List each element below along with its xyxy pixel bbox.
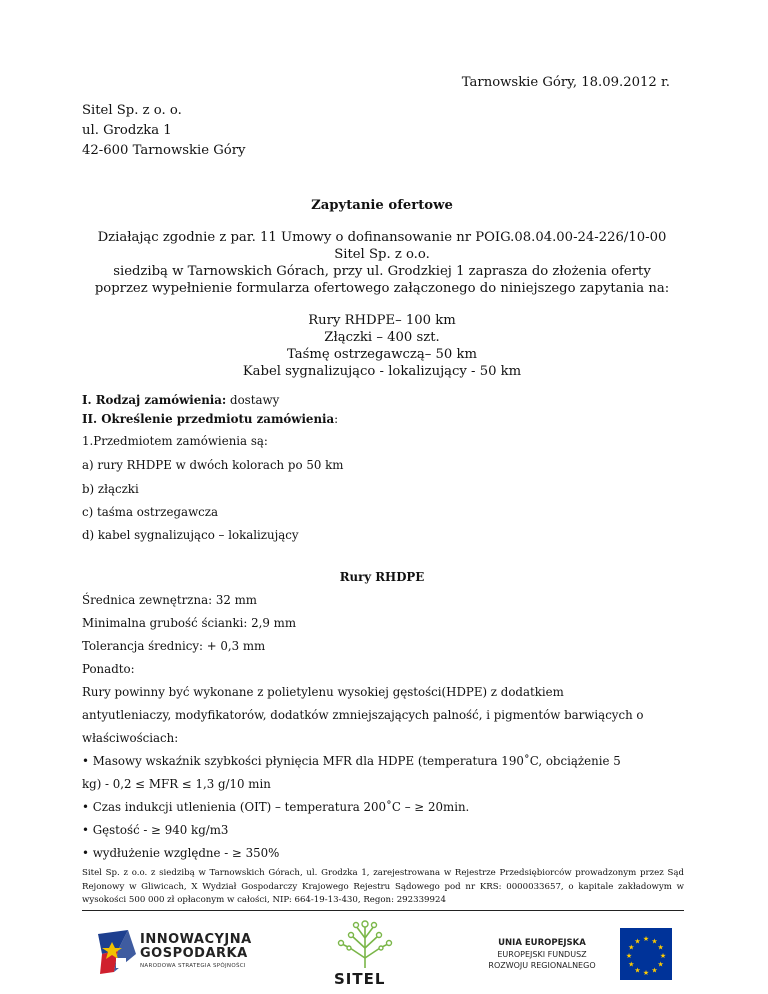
svg-text:★: ★ [642,935,650,943]
sender-street: ul. Grodzka 1 [82,123,172,138]
section-label: II. Określenie przedmiotu zamówienia [82,412,335,426]
spec-bullet: • Gęstość - ≥ 940 kg/m3 [82,823,229,837]
subject-line: a) rury RHDPE w dwóch kolorach po 50 km [82,458,344,472]
spec-line: kg) - 0,2 ≤ MFR ≤ 1,3 g/10 min [82,777,271,791]
eu-line1: UNIA EUROPEJSKA [498,938,586,948]
svg-text:★: ★ [625,952,633,960]
summary-item: Rury RHDPE– 100 km [308,313,456,328]
svg-text:★: ★ [634,966,641,975]
summary-item: Kabel sygnalizująco - lokalizujący - 50 km [242,364,522,379]
section-order-type [82,393,279,407]
ig-emblem-icon [98,928,138,976]
eu-line2: EUROPEJSKI FUNDUSZ [497,950,587,959]
svg-text:★: ★ [634,937,641,946]
sitel-tree-icon [330,918,400,970]
sender-city: 42-600 Tarnowskie Góry [82,143,246,158]
summary-item: Taśmę ostrzegawczą– 50 km [286,347,477,362]
svg-text:★: ★ [628,943,635,952]
spec-bullet: • Masowy wskaźnik szybkości płynięcia MFR dla HDPE (temperatura 190˚C, obciążenie 5 [82,754,621,768]
spec-line: antyutleniaczy, modyfikatorów, dodatków zmniejszających palność, i pigmentów barwiących o [82,708,644,722]
svg-text:★: ★ [651,937,658,946]
spec-line: Rury powinny być wykonane z polietylenu wysokiej gęstości(HDPE) z dodatkiem [82,685,564,699]
rury-heading: Rury RHDPE [339,570,425,584]
svg-text:★: ★ [659,952,667,960]
intro-line: siedzibą w Tarnowskich Górach, przy ul. Grodzkiej 1 zaprasza do złożenia oferty [113,264,651,279]
ig-line1: INNOWACYJNA [140,932,252,947]
sitel-wordmark: SITEL [334,970,386,988]
innowacyjna-gospodarka-logo [98,928,268,978]
svg-text:★: ★ [651,966,658,975]
spec-line: Średnica zewnętrzna: 32 mm [82,593,257,607]
intro-line: Działając zgodnie z par. 11 Umowy o dofinansowanie nr POIG.08.04.00-24-226/10-00 [97,230,667,245]
spec-line: Tolerancja średnicy: + 0,3 mm [82,639,266,653]
summary-item: Złączki – 400 szt. [324,330,440,345]
spec-line: Ponadto: [82,662,135,676]
company-footer: Sitel Sp. z o.o. z siedzibą w Tarnowskich Górach, ul. Grodzka 1, zarejestrowana w Rejestrze Przedsiębiorców prowadzonym przez Sąd Rejonowy w Gliwicach, X Wydział Gospodarczy Krajowego Rejestru Sądowego pod nr KRS: 0000033657, o kapitale zakładowym w wysokości 500 000 zł opłaconym w całości, NIP: 664-19-13-430, Regon: 292339924 [82,868,684,905]
spec-bullet: • Czas indukcji utlenienia (OIT) – temperatura 200˚C – ≥ 20min. [82,800,470,814]
section-value: dostawy [226,393,280,407]
spec-line: właściwościach: [82,731,179,745]
eu-fund-logo [472,928,672,980]
spec-line: Minimalna grubość ścianki: 2,9 mm [82,616,297,630]
spec-bullet: • wydłużenie względne - ≥ 350% [82,846,280,860]
subject-line: 1.Przedmiotem zamówienia są: [82,434,268,448]
sender-name: Sitel Sp. z o. o. [82,103,182,118]
subject-line: d) kabel sygnalizująco – lokalizujący [82,528,299,542]
document-date: Tarnowskie Góry, 18.09.2012 r. [461,75,670,90]
svg-text:★: ★ [657,943,664,952]
section-label: I. Rodzaj zamówienia: [82,393,227,407]
sitel-logo [330,918,400,988]
ig-line2: GOSPODARKA [140,946,248,961]
svg-text:★: ★ [642,969,650,977]
intro-line: Sitel Sp. z o.o. [334,247,430,262]
svg-text:★: ★ [628,960,635,969]
svg-text:★: ★ [657,960,664,969]
section-subject [82,412,338,426]
eu-flag-icon [620,928,672,980]
ig-line3: NARODOWA STRATEGIA SPÓJNOŚCI [140,963,246,969]
subject-line: b) złączki [82,482,139,496]
section-suffix: : [334,412,339,426]
document-title: Zapytanie ofertowe [311,198,453,213]
eu-line3: ROZWOJU REGIONALNEGO [488,961,596,970]
subject-line: c) taśma ostrzegawcza [82,505,219,519]
intro-line: poprzez wypełnienie formularza ofertowego załączonego do niniejszego zapytania na: [94,281,670,296]
footer-divider [82,910,684,911]
